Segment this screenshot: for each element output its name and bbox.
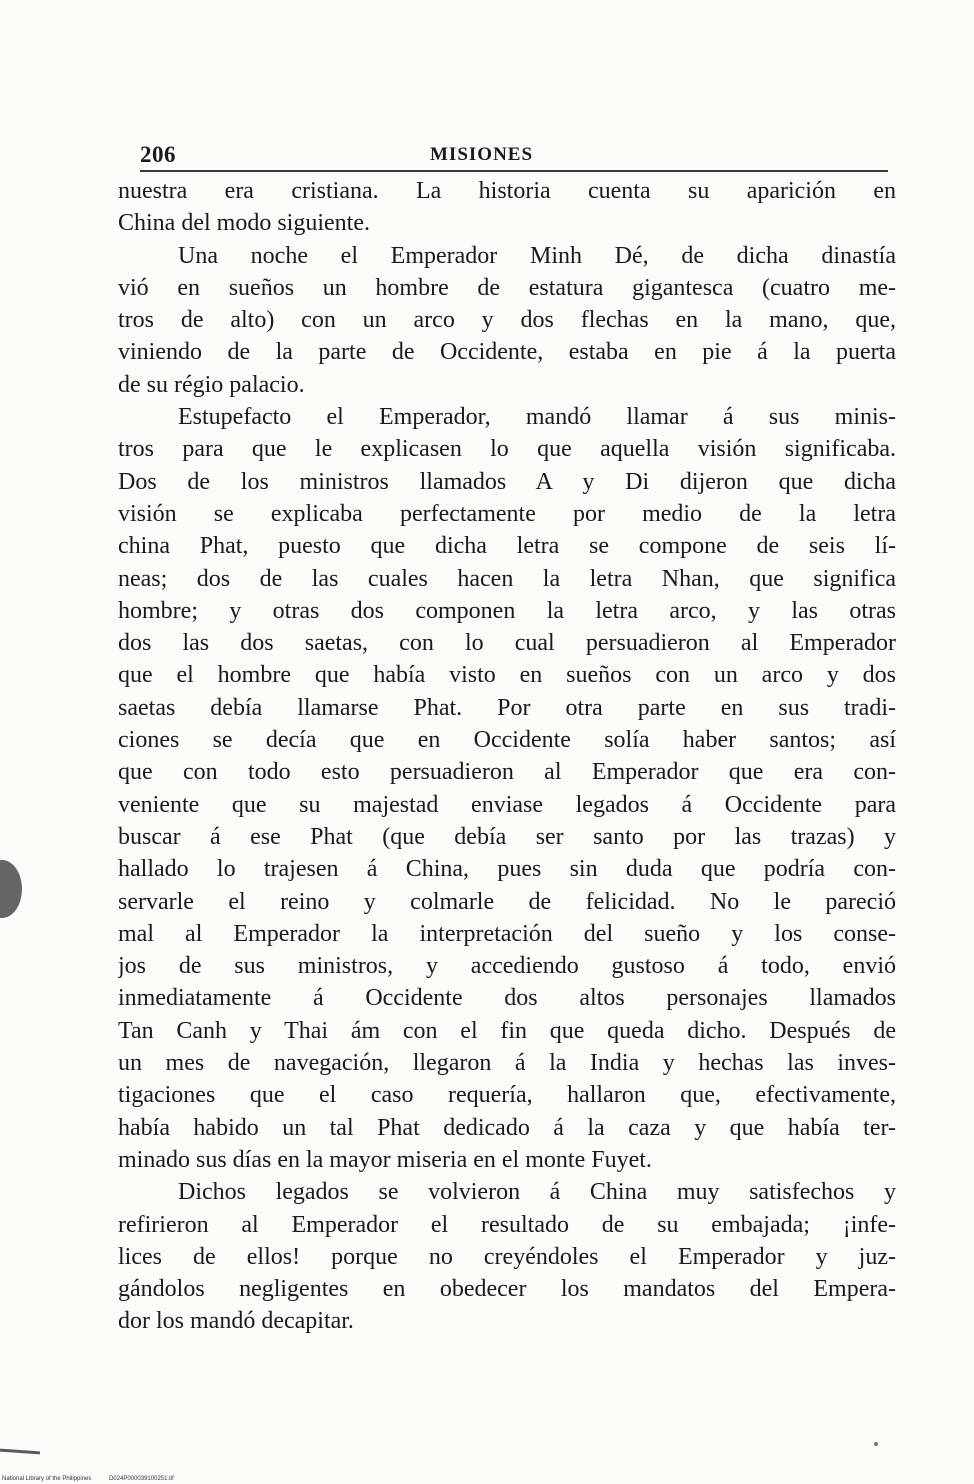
footer-identifier: D024P000039100251.tif <box>109 1476 174 1482</box>
text-line: China del modo siguiente. <box>118 210 370 237</box>
text-line: tros para que le explicasen lo que aquella visión significaba. <box>118 436 896 463</box>
text-line: Dos de los ministros llamados A y Di dijeron que dicha <box>118 468 896 495</box>
text-line: inmediatamente á Occidente dos altos personajes llamados <box>118 985 896 1012</box>
text-line: Dichos legados se volvieron á China muy satisfechos y <box>178 1179 896 1206</box>
text-line: tigaciones que el caso requería, hallaron que, efectivamente, <box>118 1082 896 1109</box>
text-line: jos de sus ministros, y accediendo gustoso á todo, envió <box>118 953 896 980</box>
text-line: buscar á ese Phat (que debía ser santo por las trazas) y <box>118 823 896 850</box>
scan-dot-mark <box>874 1442 878 1446</box>
text-line: servarle el reino y colmarle de felicidad. No le pareció <box>118 888 896 915</box>
text-line: neas; dos de las cuales hacen la letra Nhan, que significa <box>118 565 896 592</box>
text-line: dos las dos saetas, con lo cual persuadieron al Emperador <box>118 630 896 657</box>
footer-library: National Library of the Philippines <box>2 1476 92 1482</box>
text-line: visión se explicaba perfectamente por medio de la letra <box>118 500 896 527</box>
page-number: 206 <box>140 142 176 167</box>
text-line: china Phat, puesto que dicha letra se compone de seis lí- <box>118 533 896 560</box>
text-line: lices de ellos! porque no creyéndoles el Emperador y juz- <box>118 1243 896 1270</box>
text-line: Estupefacto el Emperador, mandó llamar á sus minis- <box>178 404 896 431</box>
page-header <box>140 140 888 172</box>
paragraph <box>118 401 896 1176</box>
paragraph <box>118 1176 896 1337</box>
text-line: hombre; y otras dos componen la letra arco, y las otras <box>118 597 896 624</box>
paragraph <box>118 175 896 240</box>
running-title: MISIONES <box>430 144 534 165</box>
text-line: había habido un tal Phat dedicado á la caza y que había ter- <box>118 1114 896 1141</box>
text-line: saetas debía llamarse Phat. Por otra parte en sus tradi- <box>118 694 896 721</box>
text-line: dor los mandó decapitar. <box>118 1308 354 1335</box>
text-line: mal al Emperador la interpretación del sueño y los conse- <box>118 920 896 947</box>
text-line: que el hombre que había visto en sueños con un arco y dos <box>118 662 896 689</box>
text-line: que con todo esto persuadieron al Emperador que era con- <box>118 759 896 786</box>
text-line: un mes de navegación, llegaron á la India y hechas las inves- <box>118 1050 896 1077</box>
text-line: vió en sueños un hombre de estatura gigantesca (cuatro me- <box>118 274 896 301</box>
text-line: veniente que su majestad enviase legados á Occidente para <box>118 791 896 818</box>
paragraph <box>118 240 896 401</box>
text-line: de su régio palacio. <box>118 371 305 398</box>
text-line: refirieron al Emperador el resultado de su embajada; ¡infe- <box>118 1211 896 1238</box>
text-line: Tan Canh y Thai ám con el fin que queda dicho. Después de <box>118 1017 896 1044</box>
text-line: tros de alto) con un arco y dos flechas en la mano, que, <box>118 307 896 334</box>
scan-footer <box>2 1476 190 1482</box>
text-line: ciones se decía que en Occidente solía haber santos; así <box>118 727 896 754</box>
text-line: hallado lo trajesen á China, pues sin duda que podría con- <box>118 856 896 883</box>
text-line: gándolos negligentes en obedecer los mandatos del Empera- <box>118 1276 896 1303</box>
body-text <box>118 175 896 1338</box>
text-line: Una noche el Emperador Minh Dé, de dicha dinastía <box>178 242 896 269</box>
text-line: nuestra era cristiana. La historia cuenta su aparición en <box>118 178 896 204</box>
scan-dash-mark <box>0 1449 40 1455</box>
text-line: viniendo de la parte de Occidente, estaba en pie á la puerta <box>118 339 896 366</box>
text-line: minado sus días en la mayor miseria en el monte Fuyet. <box>118 1146 652 1173</box>
margin-blot <box>0 860 22 918</box>
